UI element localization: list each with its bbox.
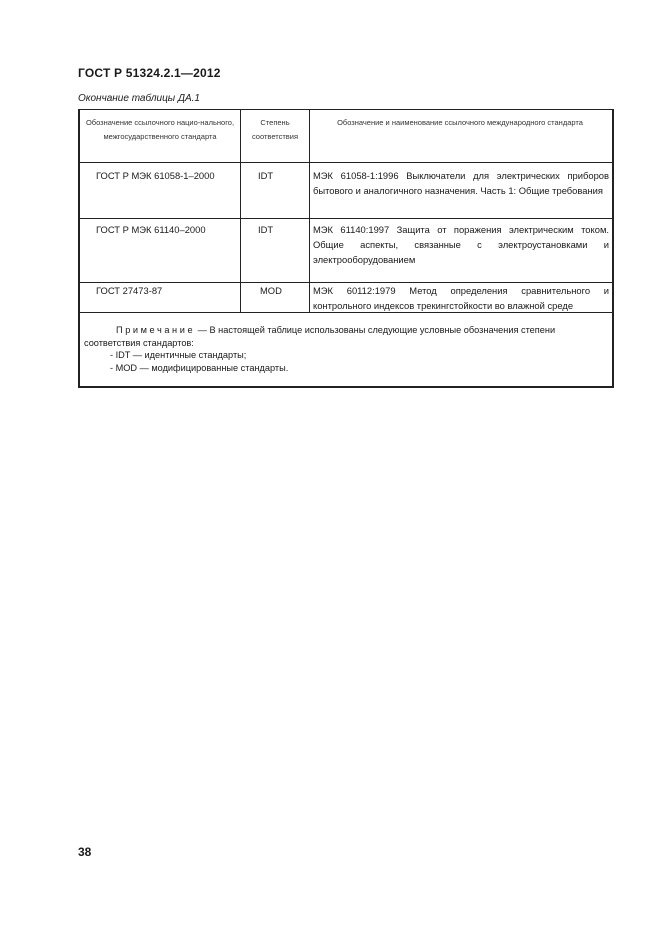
table-note: [84, 324, 606, 374]
table-row-3-international: МЭК 60112:1979 Метод определения сравнительного и контрольного индексов трекингстойкости во влажной среде: [313, 285, 609, 311]
standards-table: [78, 109, 614, 388]
page-number: 38: [78, 845, 92, 859]
column-header-national: Обозначение ссылочного нацио-нального, межгосударственного стандарта: [85, 118, 235, 141]
table-row-2-international: МЭК 61140:1997 Защита от поражения электрическим током. Общие аспекты, связанные с электроустановками и электрооборудованием: [313, 224, 609, 265]
header-divider: [80, 162, 612, 163]
table-row-2-degree: IDT: [258, 224, 274, 235]
note-item: - MOD — модифицированные стандарты.: [110, 362, 289, 373]
table-caption: Окончание таблицы ДА.1: [78, 93, 200, 104]
table-row-1-international: МЭК 61058-1:1996 Выключатели для электрических приборов бытового и аналогичного назначения. Часть 1: Общие требования: [313, 170, 609, 196]
note-text: — В настоящей таблице использованы следующие условные обозначения степени соответствия стандартов:: [84, 325, 556, 348]
table-row-2-national: ГОСТ Р МЭК 61140–2000: [96, 224, 206, 235]
column-header-degree: Степень соответствия: [251, 118, 299, 141]
table-row-3-national: ГОСТ 27473-87: [96, 285, 163, 296]
table-row-3-degree: MOD: [260, 285, 282, 296]
document-code: ГОСТ Р 51324.2.1—2012: [78, 66, 221, 80]
table-row-1-national: ГОСТ Р МЭК 61058-1–2000: [96, 170, 215, 181]
note-item: - IDT — идентичные стандарты;: [110, 350, 247, 360]
row-divider: [80, 218, 612, 219]
table-row-1-degree: IDT: [258, 170, 274, 181]
note-label: Примечание: [116, 325, 196, 335]
column-header-international: Обозначение и наименование ссылочного международного стандарта: [337, 118, 583, 127]
